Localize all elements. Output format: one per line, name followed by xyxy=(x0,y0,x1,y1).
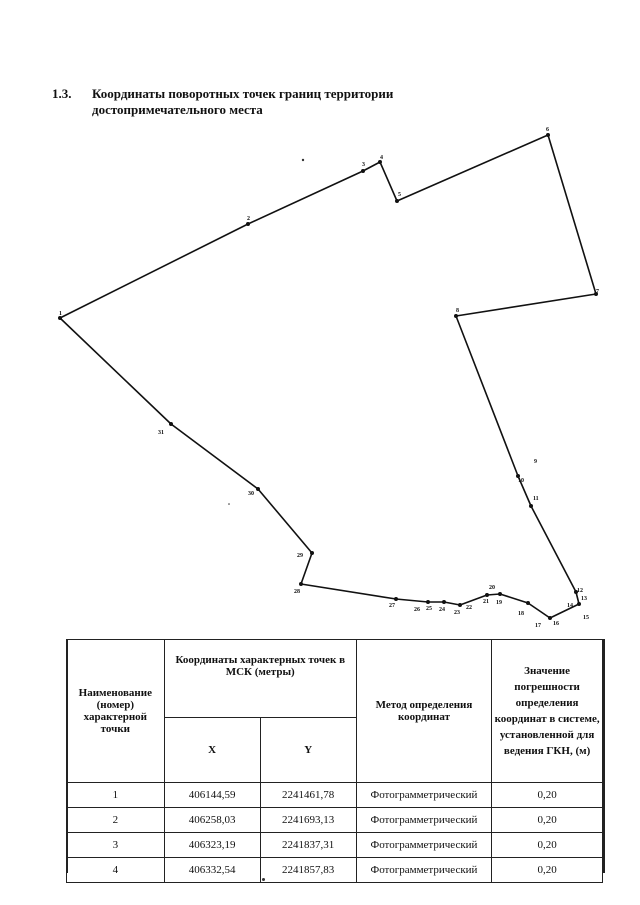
vertex-marker xyxy=(169,422,173,426)
boundary-outline xyxy=(60,135,596,618)
point-label: 3 xyxy=(362,162,365,168)
point-label: 15 xyxy=(583,615,589,621)
vertex-marker xyxy=(299,582,303,586)
point-label: 14 xyxy=(567,603,573,609)
point-label: 11 xyxy=(533,496,539,502)
cell-y: 2241837,31 xyxy=(260,833,356,858)
point-labels xyxy=(59,127,599,629)
point-label: 7 xyxy=(596,289,599,295)
cell-method: Фотограмметрический xyxy=(356,783,491,808)
point-label: 1 xyxy=(59,311,62,317)
section-title-line1: Координаты поворотных точек границ территории xyxy=(92,86,394,101)
header-x: X xyxy=(164,718,260,783)
cell-number: 3 xyxy=(67,833,165,858)
header-y: Y xyxy=(260,718,356,783)
point-label: 29 xyxy=(297,553,303,559)
table-row xyxy=(67,833,603,858)
vertex-marker xyxy=(310,551,314,555)
vertex-marker xyxy=(546,133,550,137)
point-label: 22 xyxy=(466,605,472,611)
table-row xyxy=(67,858,603,883)
point-label: 31 xyxy=(158,430,164,436)
cell-x: 406258,03 xyxy=(164,808,260,833)
vertex-marker xyxy=(529,504,533,508)
point-label: 10 xyxy=(518,478,524,484)
point-label: 21 xyxy=(483,599,489,605)
cell-y: 2241857,83 xyxy=(260,858,356,883)
point-label: 19 xyxy=(496,600,502,606)
scan-speck xyxy=(228,503,230,505)
section-number: 1.3. xyxy=(52,86,72,101)
cell-error: 0,20 xyxy=(492,808,603,833)
vertex-marker xyxy=(577,602,581,606)
point-label: 2 xyxy=(247,216,250,222)
point-label: 26 xyxy=(414,607,420,613)
table-header-row xyxy=(67,640,603,718)
point-label: 28 xyxy=(294,589,300,595)
cell-error: 0,20 xyxy=(492,858,603,883)
header-coords: Координаты характерных точек в МСК (метры) xyxy=(164,640,356,718)
section-title-line2: достопримечательного места xyxy=(92,102,263,117)
point-label: 18 xyxy=(518,611,524,617)
cell-x: 406144,59 xyxy=(164,783,260,808)
cell-method: Фотограмметрический xyxy=(356,858,491,883)
vertex-marker xyxy=(458,603,462,607)
point-label: 16 xyxy=(553,621,559,627)
vertex-marker xyxy=(426,600,430,604)
cell-number: 1 xyxy=(67,783,165,808)
point-label: 8 xyxy=(456,308,459,314)
cell-x: 406332,54 xyxy=(164,858,260,883)
cell-y: 2241693,13 xyxy=(260,808,356,833)
point-label: 23 xyxy=(454,610,460,616)
cell-error: 0,20 xyxy=(492,783,603,808)
vertex-marker xyxy=(526,601,530,605)
cell-error: 0,20 xyxy=(492,833,603,858)
header-method: Метод определения координат xyxy=(356,640,491,783)
point-label: 24 xyxy=(439,607,445,613)
point-label: 5 xyxy=(398,192,401,198)
point-label: 12 xyxy=(577,588,583,594)
vertex-marker xyxy=(246,222,250,226)
vertex-marker xyxy=(454,314,458,318)
vertex-marker xyxy=(395,199,399,203)
point-label: 4 xyxy=(380,155,383,161)
point-label: 27 xyxy=(389,603,395,609)
table-row xyxy=(67,808,603,833)
point-label: 6 xyxy=(546,127,549,133)
header-name: Наименование (номер) характерной точки xyxy=(67,640,165,783)
cell-method: Фотограмметрический xyxy=(356,833,491,858)
point-label: 13 xyxy=(581,596,587,602)
point-label: 25 xyxy=(426,606,432,612)
table-row xyxy=(67,783,603,808)
vertex-marker xyxy=(485,593,489,597)
cell-x: 406323,19 xyxy=(164,833,260,858)
vertex-marker xyxy=(394,597,398,601)
vertex-markers xyxy=(58,133,598,620)
point-label: 30 xyxy=(248,491,254,497)
point-label: 9 xyxy=(534,459,537,465)
vertex-marker xyxy=(442,600,446,604)
header-error: Значение погрешности определения координат в системе, установленной для ведения ГКН, (м) xyxy=(492,640,603,783)
vertex-marker xyxy=(498,592,502,596)
vertex-marker xyxy=(548,616,552,620)
cell-number: 2 xyxy=(67,808,165,833)
cell-method: Фотограмметрический xyxy=(356,808,491,833)
coordinates-table xyxy=(66,639,603,883)
point-label: 17 xyxy=(535,623,541,629)
cell-y: 2241461,78 xyxy=(260,783,356,808)
scan-speck xyxy=(302,159,304,161)
point-label: 20 xyxy=(489,585,495,591)
vertex-marker xyxy=(361,169,365,173)
scan-speck xyxy=(262,878,265,881)
vertex-marker xyxy=(256,487,260,491)
cell-number: 4 xyxy=(67,858,165,883)
